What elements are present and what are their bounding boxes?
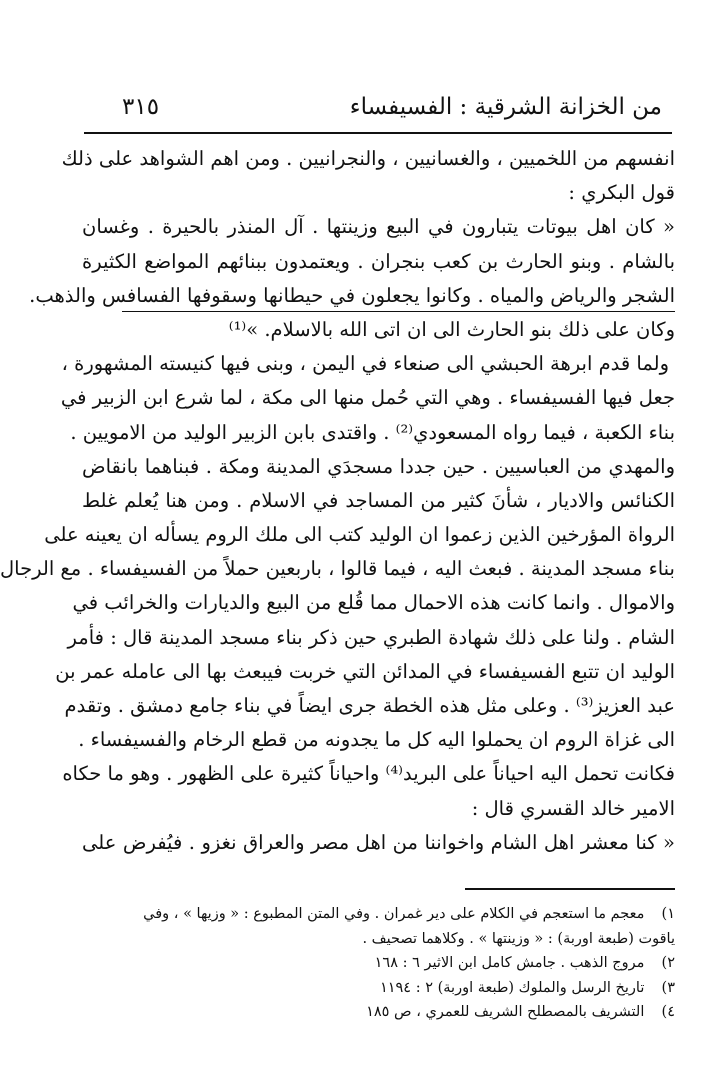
body-line: الامير خالد القسري قال : (471, 796, 675, 820)
body-line: عبد العزيز⁽³⁾ . وعلى مثل هذه الخطة جرى ايضاً في بناء جامع دمشق . وتقدم (64, 694, 675, 717)
body-line: قول البكري : (568, 181, 675, 205)
body-line: الرواة المؤرخين الذين زعموا ان الوليد كتب الى ملك الروم يسأله ان يعينه على (44, 523, 675, 547)
footnote (82, 951, 675, 976)
body-line: انفسهم من اللخميين ، والغسانيين ، والنجرانيين . ومن اهم الشواهد على ذلك (61, 147, 675, 170)
quote-line: « كنا معشر اهل الشام واخواننا من اهل مصر والعراق نغزو . فيُفرض على (82, 830, 675, 854)
footnote-number: ٢) (661, 955, 675, 971)
body-line: ولما قدم ابرهة الحبشي الى صنعاء في اليمن ، وبنى فيها كنيسته المشهورة ، (61, 352, 669, 376)
footnote (82, 902, 675, 927)
header-title: من الخزانة الشرقية : الفسيفساء (349, 94, 662, 120)
footnote-text: معجم ما استعجم في الكلام على دير غمران . وفي المتن المطبوع : « وزيها » ، وفي (143, 906, 645, 922)
body-line: الشام . ولنا على ذلك شهادة الطبري حين ذكر بناء مسجد المدينة قال : فأمر (67, 625, 675, 649)
body-line: بناء الكعبة ، فيما رواه المسعودي⁽²⁾ . واقتدى بابن الزبير الوليد من الامويين . (70, 420, 675, 444)
body-text (0, 142, 675, 860)
body-line: الكنائس والاديار ، شأنَ كثير من المساجد في الاسلام . ومن هنا يُعلم غلط (82, 488, 675, 512)
underline-rule (122, 311, 675, 312)
footnote-continuation (82, 927, 675, 952)
quote-line: وكان على ذلك بنو الحارث الى ان اتى الله بالاسلام. »⁽¹⁾ (228, 317, 675, 341)
body-line: الى غزاة الروم ان يحملوا اليه كل ما يجدونه من قطع الرخام والفسيفساء . (78, 728, 675, 752)
body-line: فكانت تحمل اليه احياناً على البريد⁽⁴⁾ واحياناً كثيرة على الظهور . وهو ما حكاه (62, 762, 675, 786)
footnote-number: ٣) (661, 979, 675, 996)
footnotes (82, 902, 675, 1025)
footnote-text: التشريف بالمصطلح الشريف للعمري ، ص ١٨٥ (366, 1004, 645, 1020)
running-header (84, 88, 672, 134)
footnote (82, 976, 675, 1001)
quote-line-underlined (29, 279, 675, 313)
body-line: بناء مسجد المدينة . فبعث اليه ، فيما قالوا ، باربعين حملاً من الفسيفساء . مع الرجال (0, 557, 675, 581)
footnote-number: ٤) (661, 1004, 675, 1020)
footnote (82, 1000, 675, 1025)
footnote-number: ١) (661, 906, 675, 922)
footnote-text: ياقوت (طبعة اوربة) : « وزينتها » . وكلاهما تصحيف . (362, 930, 675, 947)
body-line: والمهدي من العباسيين . حين جددا مسجدَي المدينة ومكة . فبناهما بانقاض (82, 454, 675, 478)
page-number: ٣١٥ (122, 94, 160, 120)
body-line: والاموال . وانما كانت هذه الاحمال مما قُلع من البيع والديارات والخرائب في (72, 591, 675, 615)
quote-line-text: الشجر والرياض والمياه . وكانوا يجعلون في حيطانها وسقوفها الفسافس والذهب. (29, 283, 675, 307)
quote-line: بالشام . وبنو الحارث بن كعب بنجران . ويعتمدون ببنائهم المواضع الكثيرة (82, 249, 675, 273)
footnote-text: تاريخ الرسل والملوك (طبعة اوربة) ٢ : ١١٩٤ (379, 979, 645, 996)
body-line: الوليد ان تتبع الفسيفساء في المدائن التي خربت فيبعث بها الى عامله عمر بن (55, 659, 675, 683)
footnote-text: مروج الذهب . جامش كامل ابن الاثير ٦ : ١٦٨ (374, 955, 645, 971)
footnote-separator (465, 888, 675, 890)
quote-line: « كان اهل بيوتات يتبارون في البيع وزينتها . آل المنذر بالحيرة . وغسان (82, 215, 675, 239)
body-line: جعل فيها الفسيفساء . وهي التي حُمل منها الى مكة ، لما شرع ابن الزبير في (60, 386, 675, 410)
